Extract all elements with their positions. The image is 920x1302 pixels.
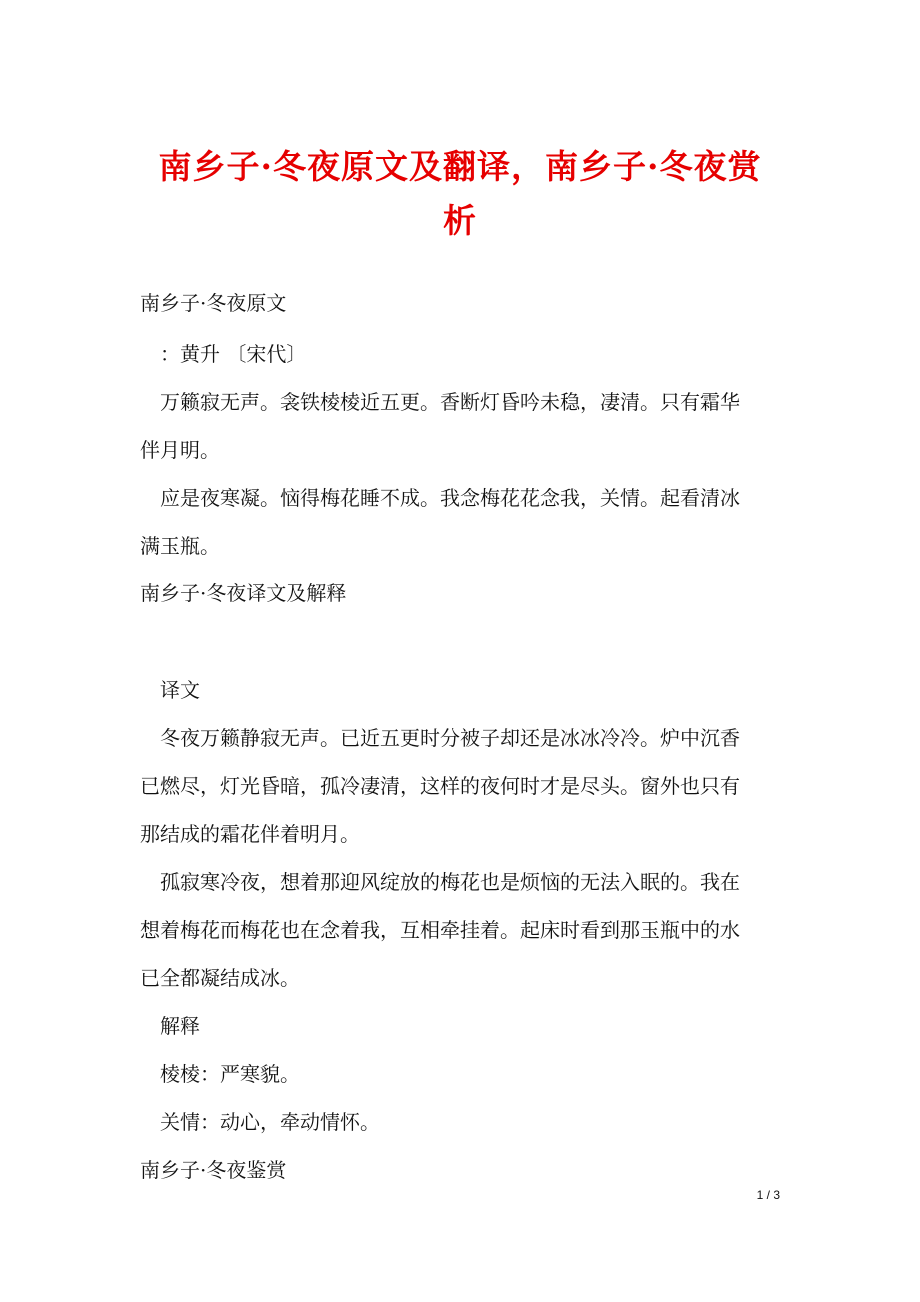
translation-p2-line2: 想着梅花而梅花也在念着我，互相牵挂着。起床时看到那玉瓶中的水 — [140, 918, 740, 942]
translation-p1-line3: 那结成的霜花伴着明月。 — [140, 822, 360, 846]
note-item: 关情：动心，牵动情怀。 — [160, 1110, 380, 1134]
poem-stanza1-line2: 伴月明。 — [140, 438, 220, 462]
section-heading-translation: 南乡子·冬夜译文及解释 — [140, 581, 347, 605]
translation-p1-line2: 已燃尽，灯光昏暗，孤冷凄清，这样的夜何时才是尽头。窗外也只有 — [140, 774, 740, 798]
document-title — [120, 140, 800, 248]
section-heading-appreciation: 南乡子·冬夜鉴赏 — [140, 1158, 287, 1182]
section-heading-original: 南乡子·冬夜原文 — [140, 291, 287, 315]
poem-stanza1-line1: 万籁寂无声。衾铁棱棱近五更。香断灯昏吟未稳，凄清。只有霜华 — [160, 390, 740, 414]
translation-p2-line1: 孤寂寒冷夜，想着那迎风绽放的梅花也是烦恼的无法入眠的。我在 — [160, 870, 740, 894]
note-item: 棱棱：严寒貌。 — [160, 1062, 300, 1086]
page-number: 1 / 3 — [756, 1188, 780, 1202]
notes-label: 解释 — [160, 1014, 200, 1038]
poem-stanza2-line2: 满玉瓶。 — [140, 534, 220, 558]
title-line-1: 南乡子·冬夜原文及翻译，南乡子·冬夜赏 — [158, 147, 762, 186]
title-line-2: 析 — [443, 201, 477, 240]
translation-label: 译文 — [160, 678, 200, 702]
poem-stanza2-line1: 应是夜寒凝。恼得梅花睡不成。我念梅花花念我，关情。起看清冰 — [160, 486, 740, 510]
translation-p1-line1: 冬夜万籁静寂无声。已近五更时分被子却还是冰冰冷冷。炉中沉香 — [160, 726, 740, 750]
translation-p2-line3: 已全都凝结成冰。 — [140, 966, 300, 990]
author-line: ：黄升 〔宋代〕 — [160, 342, 307, 366]
